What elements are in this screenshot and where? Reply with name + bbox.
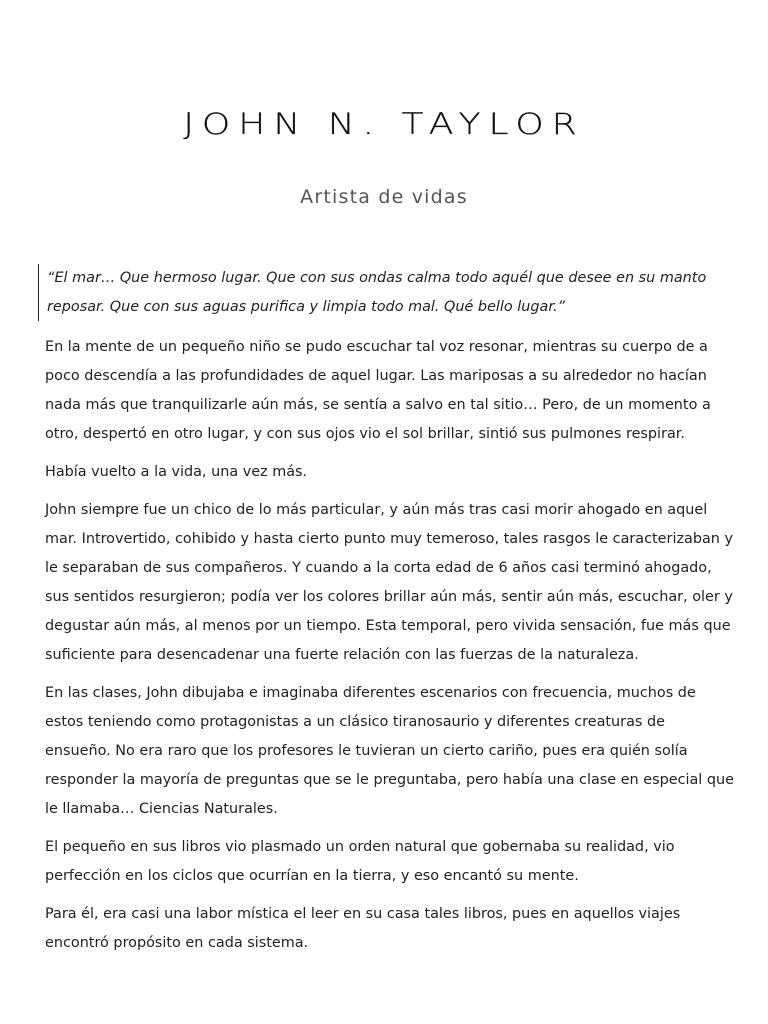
paragraph: El pequeño en sus libros vio plasmado un orden natural que gobernaba su realidad, vio perfección en los ciclos que ocurrían en la tierra, y eso encantó su mente. [45,839,675,884]
document-title: JOHN N. TAYLOR [183,108,585,142]
quote-text: “El mar… Que hermoso lugar. Que con sus ondas calma todo aquél que desee en su manto reposar. Que con sus aguas purifica y limpia todo mal. Qué bello lugar.” [47,270,707,315]
paragraph: Para él, era casi una labor mística el leer en su casa tales libros, pues en aquellos viajes encontró propósito en cada sistema. [45,906,681,951]
paragraph: En las clases, John dibujaba e imaginaba diferentes escenarios con frecuencia, muchos de estos teniendo como protagonistas a un clásico tiranosaurio y diferentes creaturas de ensueño. No era raro que los profesores le tuvieran un cierto cariño, pues era quién solía responder la mayoría de preguntas que se le preguntaba, pero había una clase en especial que le llamaba… Ciencias Naturales. [45,685,734,817]
paragraph: John siempre fue un chico de lo más particular, y aún más tras casi morir ahogado en aquel mar. Introvertido, cohibido y hasta cierto punto muy temeroso, tales rasgos le caracterizaban y le separaban de sus compañeros. Y cuando a la corta edad de 6 años casi terminó ahogado, sus sentidos resurgieron; podía ver los colores brillar aún más, sentir aún más, escuchar, oler y degustar aún más, al menos por un tiempo. Esta temporal, pero vivida sensación, fue más que suficiente para desencadenar una fuerte relación con las fuerzas de la naturaleza. [45,502,733,663]
paragraph: En la mente de un pequeño niño se pudo escuchar tal voz resonar, mientras su cuerpo de a poco descendía a las profundidades de aquel lugar. Las mariposas a su alrededor no hacían nada más que tranquilizarle aún más, se sentía a salvo en tal sitio… Pero, de un momento a otro, despertó en otro lugar, y con sus ojos vio el sol brillar, sintió sus pulmones respirar. [45,339,711,442]
body-text [45,333,735,967]
paragraph: Había vuelto a la vida, una vez más. [45,464,308,480]
blockquote [38,264,737,321]
document-subtitle: Artista de vidas [300,186,468,208]
